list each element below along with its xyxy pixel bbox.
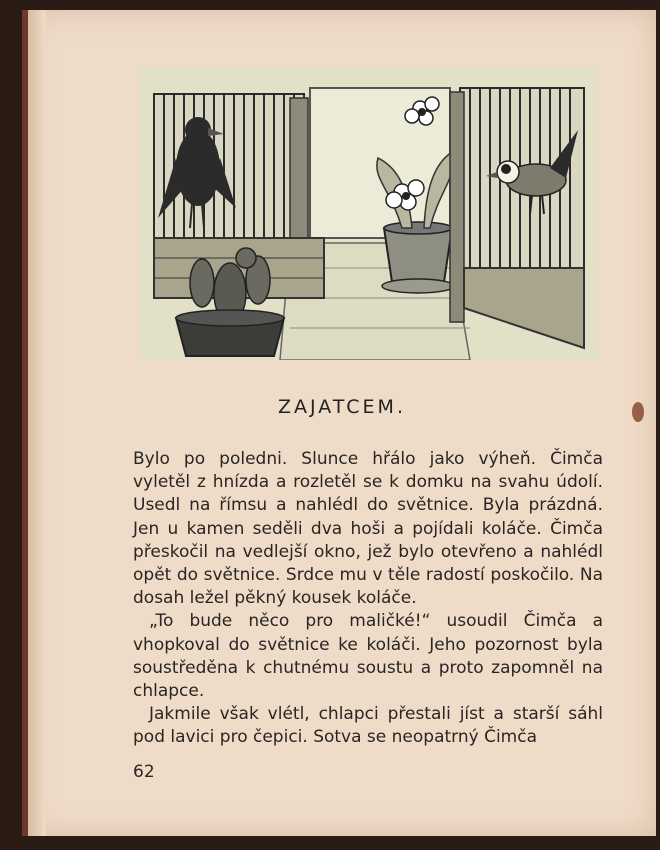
paper-stain xyxy=(632,402,644,422)
page-spine-shadow xyxy=(28,10,46,836)
paragraph: Bylo po poledni. Slunce hřálo jako výheň. Čimča vyletěl z hnízda a rozletěl se k domku na svahu údolí. Usedl na římsu a nahlédl do světnice. Byla prázdná. Jen u kamen seděli dva hoši a pojídali koláče. Čimča přeskočil na vedlejší okno, jež bylo otevřeno a nahlédl opět do světnice. Srdce mu v těle radostí poskočilo. Na dosah ležel pěkný kousek koláče. xyxy=(133,449,603,609)
chapter-body xyxy=(133,448,603,750)
paragraph: „To bude něco pro maličké!“ usoudil Čimča a vhopkoval do světnice ke koláči. Jeho pozornost byla soustředěna k chutnému soustu a proto zapomněl na chlapce. xyxy=(133,611,603,702)
page-number: 62 xyxy=(133,762,155,782)
book-page xyxy=(22,10,656,836)
paragraph: Jakmile však vlétl, chlapci přestali jíst a starší sáhl pod lavici pro čepici. Sotva se neopatrný Čimča xyxy=(133,704,603,748)
chapter-title: ZAJATCEM. xyxy=(277,396,406,418)
illustration-caged-birds xyxy=(140,68,598,360)
